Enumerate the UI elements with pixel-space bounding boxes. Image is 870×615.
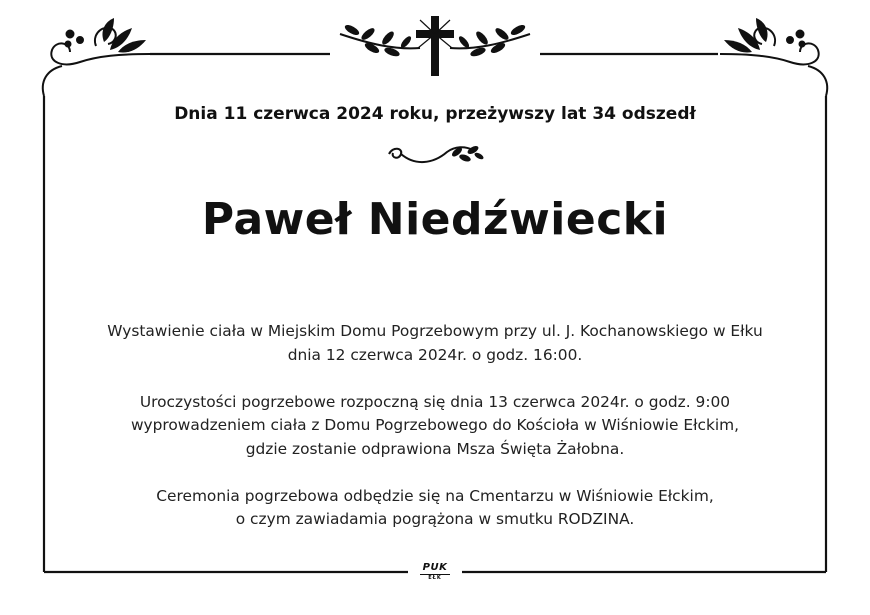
olive-branch-icon [340, 23, 420, 58]
text-line: Wystawienie ciała w Miejskim Domu Pogrzebowym przy ul. J. Kochanowskiego w Ełku [107, 322, 763, 340]
notice-body [40, 320, 830, 555]
text-line: wyprowadzeniem ciała z Domu Pogrzebowego do Kościoła w Wiśniowie Ełckim, [130, 416, 740, 434]
text-line: gdzie zostanie odprawiona Msza Święta Żałobna. [245, 439, 625, 458]
text-line: o czym zawiadamia pogrążona w smutku RODZINA. [235, 510, 635, 528]
viewing-paragraph [40, 320, 830, 367]
deceased-name: Paweł Niedźwiecki [201, 194, 669, 245]
olive-branch-icon [724, 18, 768, 53]
olive-branch-icon [450, 23, 530, 58]
olive-branch-icon [102, 18, 146, 53]
death-date-line: Dnia 11 czerwca 2024 roku, przeżywszy lat 34 odszedł [174, 104, 696, 124]
cross-icon [416, 16, 454, 76]
text-line: Ceremonia pogrzebowa odbędzie się na Cmentarzu w Wiśniowie Ełckim, [156, 486, 714, 505]
logo-sub-text: EŁK [420, 574, 450, 581]
puk-logo [412, 563, 458, 581]
swirl-divider-icon [385, 140, 485, 170]
swirl-icon [720, 28, 827, 96]
ceremony-paragraph [40, 391, 830, 462]
burial-paragraph [40, 485, 830, 532]
text-line: Uroczystości pogrzebowe rozpoczną się dnia 13 czerwca 2024r. o godz. 9:00 [139, 392, 731, 411]
swirl-icon [43, 28, 150, 96]
text-line: dnia 12 czerwca 2024r. o godz. 16:00. [287, 345, 583, 364]
logo-main-text: PUK [422, 562, 448, 573]
